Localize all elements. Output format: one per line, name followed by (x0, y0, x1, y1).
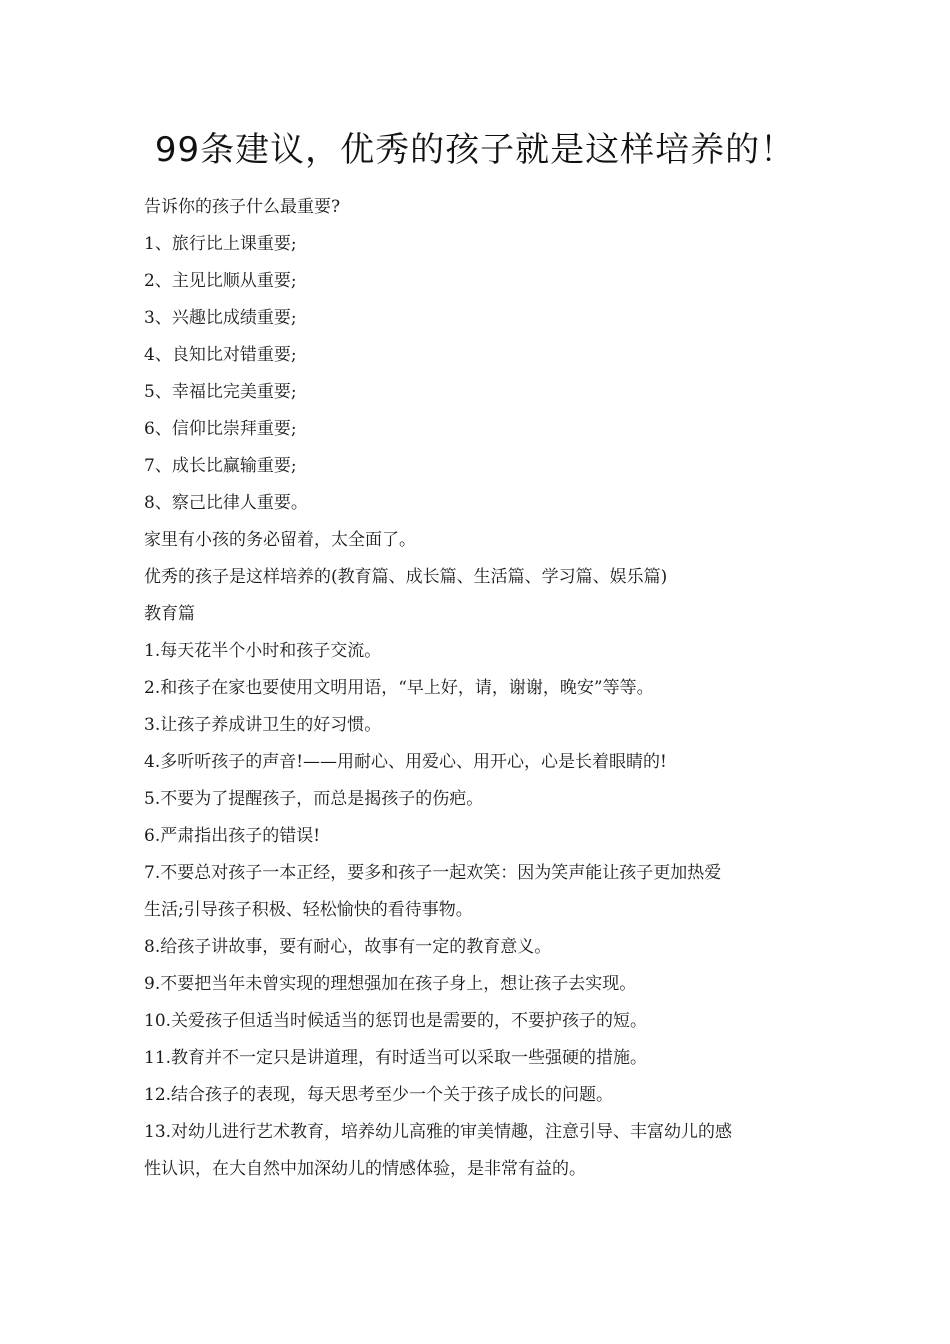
text-line: 1.每天花半个小时和孩子交流。 (144, 641, 382, 661)
text-line: 6、信仰比崇拜重要; (144, 419, 297, 439)
text-line: 教育篇 (144, 604, 195, 624)
text-line: 生活;引导孩子积极、轻松愉快的看待事物。 (144, 900, 473, 920)
text-line: 2.和孩子在家也要使用文明用语，“早上好，请，谢谢，晚安”等等。 (144, 678, 654, 698)
text-line: 11.教育并不一定只是讲道理，有时适当可以采取一些强硬的措施。 (144, 1048, 648, 1068)
text-line: 12.结合孩子的表现，每天思考至少一个关于孩子成长的问题。 (144, 1085, 614, 1105)
text-line: 5.不要为了提醒孩子，而总是揭孩子的伤疤。 (144, 789, 484, 809)
document-body (144, 189, 824, 1188)
text-line: 4、良知比对错重要; (144, 345, 297, 365)
text-line: 告诉你的孩子什么最重要? (144, 197, 341, 217)
text-line: 3.让孩子养成讲卫生的好习惯。 (144, 715, 382, 735)
text-line: 8、察己比律人重要。 (144, 493, 308, 513)
text-line: 7.不要总对孩子一本正经，要多和孩子一起欢笑：因为笑声能让孩子更加热爱 (144, 863, 722, 883)
text-line: 9.不要把当年未曾实现的理想强加在孩子身上，想让孩子去实现。 (144, 974, 637, 994)
text-line: 优秀的孩子是这样培养的(教育篇、成长篇、生活篇、学习篇、娱乐篇) (144, 567, 668, 587)
text-line: 10.关爱孩子但适当时候适当的惩罚也是需要的，不要护孩子的短。 (144, 1011, 648, 1031)
text-line: 家里有小孩的务必留着，太全面了。 (144, 530, 416, 550)
text-line: 2、主见比顺从重要; (144, 271, 297, 291)
text-line: 4.多听听孩子的声音!——用耐心、用爱心、用开心，心是长着眼睛的! (144, 752, 667, 772)
text-line: 8.给孩子讲故事，要有耐心，故事有一定的教育意义。 (144, 937, 552, 957)
text-line: 13.对幼儿进行艺术教育，培养幼儿高雅的审美情趣，注意引导、丰富幼儿的感 (144, 1122, 733, 1142)
text-line: 性认识，在大自然中加深幼儿的情感体验，是非常有益的。 (144, 1159, 586, 1179)
text-line: 1、旅行比上课重要; (144, 234, 297, 254)
text-line: 5、幸福比完美重要; (144, 382, 297, 402)
text-line: 6.严肃指出孩子的错误! (144, 826, 321, 846)
text-line: 3、兴趣比成绩重要; (144, 308, 297, 328)
text-line: 7、成长比赢输重要; (144, 456, 297, 476)
page-title: 99条建议，优秀的孩子就是这样培养的！ (154, 130, 796, 170)
